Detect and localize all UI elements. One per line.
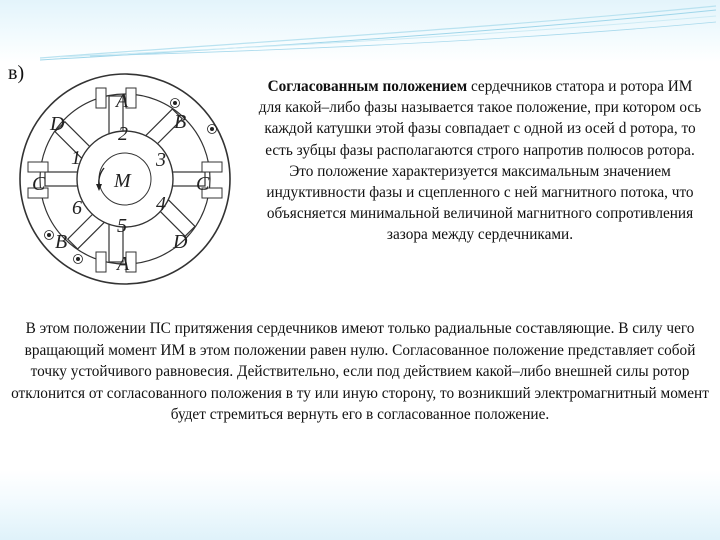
- label-tooth-6: 6: [72, 197, 82, 219]
- label-C-right: C: [196, 173, 210, 195]
- label-D-left: D: [50, 113, 65, 135]
- paragraph-definition-rest: сердечников статора и ротора ИМ для какой–либо фазы называется такое положение, при котором ось каждой катушки этой фазы совпадает с одной из осей d ротора, то есть зубцы фазы располагаются строго напротив полюсов ротора. Это положение характеризуется максимальным значением индуктивности фазы и сцепленного с ней магнитного потока, что объясняется минимальной величиной магнитного сопротивления зазора между сердечниками.: [258, 78, 702, 244]
- label-tooth-3: 3: [156, 149, 166, 171]
- label-B-left: B: [55, 231, 68, 253]
- footer-band: [0, 470, 720, 540]
- label-B-right: B: [174, 111, 187, 133]
- paragraph-definition-bold: Согласованным положением: [267, 78, 468, 95]
- decorative-swoosh: [0, 0, 720, 70]
- figure-label: в): [8, 62, 25, 84]
- label-A-bottom: A: [117, 253, 130, 275]
- paragraph-definition: [256, 76, 704, 246]
- label-C-left: C: [32, 173, 46, 195]
- label-rotor: M: [114, 170, 131, 192]
- label-tooth-5: 5: [117, 215, 127, 237]
- label-tooth-2: 2: [118, 123, 128, 145]
- label-tooth-1: 1: [71, 147, 81, 169]
- paragraph-explanation: В этом положении ПС притяжения сердечников имеют только радиальные составляющие. В силу чего вращающий момент ИМ в этом положении равен нулю. Согласованное положение представляет собой точку устойчивого равновесия. Действительно, если под действием какой–либо внешней силы ротор отклонится от согласованного положения в ту или иную сторону, то возникший электромагнитный момент будет стремиться вернуть его в согласованное положение.: [11, 320, 709, 423]
- motor-cross-section-diagram: [0, 66, 250, 298]
- label-A-top: A: [116, 90, 129, 112]
- label-D-right: D: [173, 231, 188, 253]
- label-tooth-4: 4: [156, 193, 166, 215]
